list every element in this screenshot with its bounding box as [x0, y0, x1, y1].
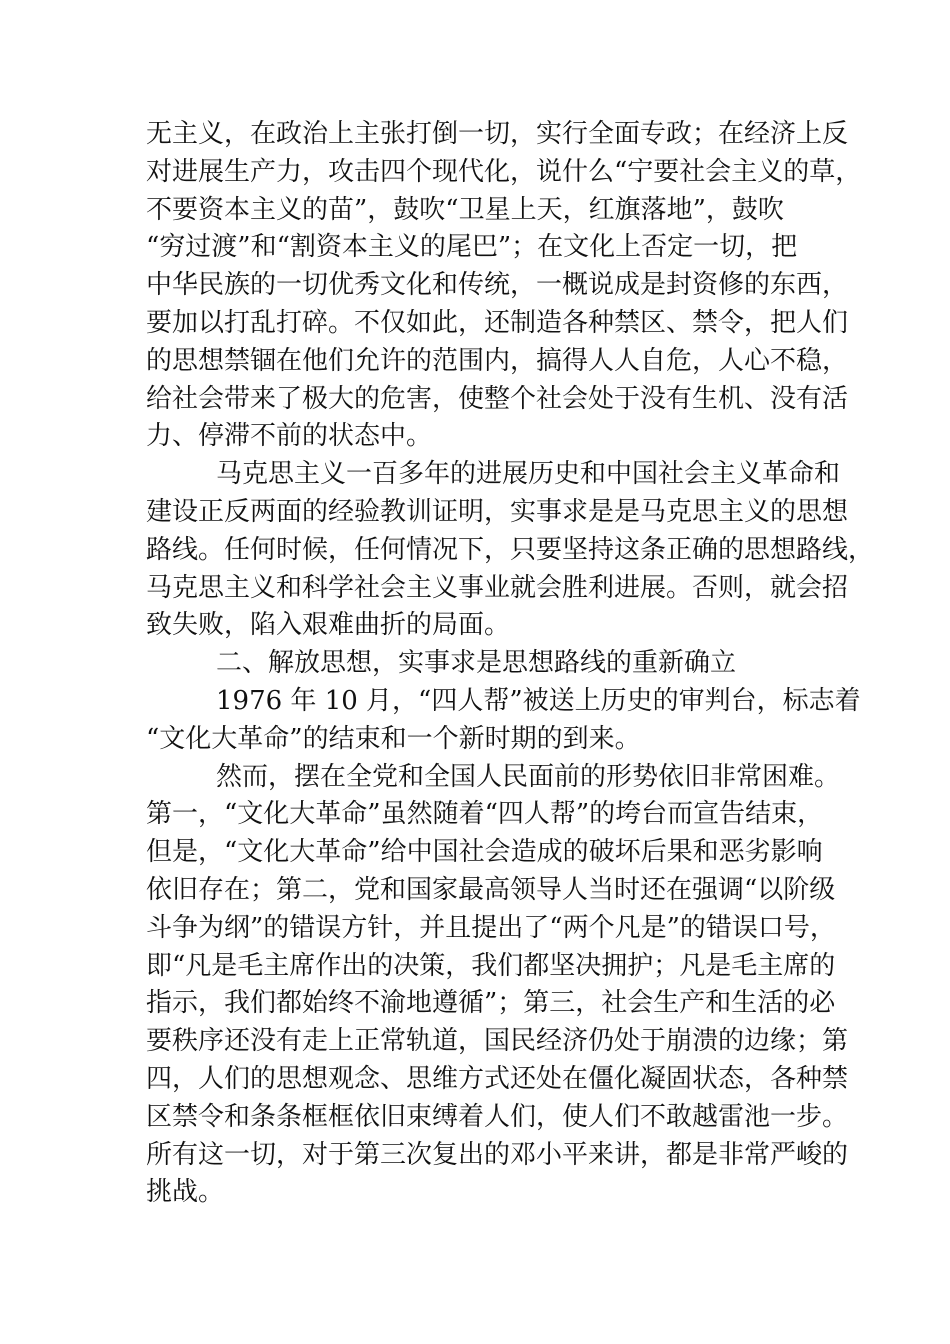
text-line: 无主义，在政治上主张打倒一切，实行全面专政；在经济上反	[146, 119, 849, 149]
text-line: 马克思主义一百多年的进展历史和中国社会主义革命和	[216, 459, 841, 490]
text-line: 1976 年 10 月，“四人帮”被送上历史的审判台，标志着	[216, 685, 861, 716]
text-line: 中华民族的一切优秀文化和传统，一概说成是封资修的东西，	[146, 270, 849, 301]
text-line: 要秩序还没有走上正常轨道，国民经济仍处于崩溃的边缘；第	[146, 1026, 849, 1057]
text-line: 的思想禁锢在他们允许的范围内，搞得人人自危，人心不稳，	[146, 345, 849, 376]
text-line: 要加以打乱打碎。不仅如此，还制造各种禁区、禁令，把人们	[146, 307, 849, 338]
document-body	[146, 116, 875, 1212]
text-line: “穷过渡”和“割资本主义的尾巴”；在文化上否定一切，把	[146, 232, 798, 263]
text-line: 给社会带来了极大的危害，使整个社会处于没有生机、没有活	[146, 383, 849, 414]
section-heading-text: 二、解放思想，实事求是思想路线的重新确立	[216, 648, 737, 679]
text-line: 斗争为纲”的错误方针，并且提出了“两个凡是”的错误口号，	[146, 912, 836, 943]
text-line: 然而，摆在全党和全国人民面前的形势依旧非常困难。	[216, 761, 841, 792]
text-line: 建设正反两面的经验教训证明，实事求是是马克思主义的思想	[146, 496, 849, 527]
text-line: 即“凡是毛主席作出的决策，我们都坚决拥护；凡是毛主席的	[146, 950, 836, 981]
text-line: 挑战。	[146, 1177, 225, 1208]
text-line: 致失败，陷入艰难曲折的局面。	[146, 610, 511, 641]
paragraph-1	[146, 116, 862, 456]
text-line: “文化大革命”的结束和一个新时期的到来。	[146, 723, 641, 754]
paragraph-2	[146, 456, 875, 645]
text-line: 依旧存在；第二，党和国家最高领导人当时还在强调“以阶级	[146, 874, 836, 905]
text-line: 第一，“文化大革命”虽然随着“四人帮”的垮台而宣告结束，	[146, 799, 824, 830]
text-line: 但是，“文化大革命”给中国社会造成的破坏后果和恶劣影响	[146, 837, 823, 868]
section-heading	[146, 645, 806, 683]
text-line: 对进展生产力，攻击四个现代化，说什么“宁要社会主义的草，	[146, 156, 862, 187]
text-line: 所有这一切，对于第三次复出的邓小平来讲，都是非常严峻的	[146, 1139, 849, 1170]
text-line: 指示，我们都始终不渝地遵循”；第三，社会生产和生活的必	[146, 988, 836, 1019]
paragraph-4	[146, 759, 849, 1213]
paragraph-3	[146, 683, 861, 759]
text-line: 马克思主义和科学社会主义事业就会胜利进展。否则，就会招	[146, 572, 849, 603]
text-line: 区禁令和条条框框依旧束缚着人们，使人们不敢越雷池一步。	[146, 1101, 849, 1132]
text-line: 力、停滞不前的状态中。	[146, 421, 433, 452]
text-line: 路线。任何时候，任何情况下，只要坚持这条正确的思想路线，	[146, 534, 875, 565]
text-line: 不要资本主义的苗”，鼓吹“卫星上天，红旗落地”，鼓吹	[146, 194, 784, 225]
text-line: 四，人们的思想观念、思维方式还处在僵化凝固状态，各种禁	[146, 1063, 849, 1094]
